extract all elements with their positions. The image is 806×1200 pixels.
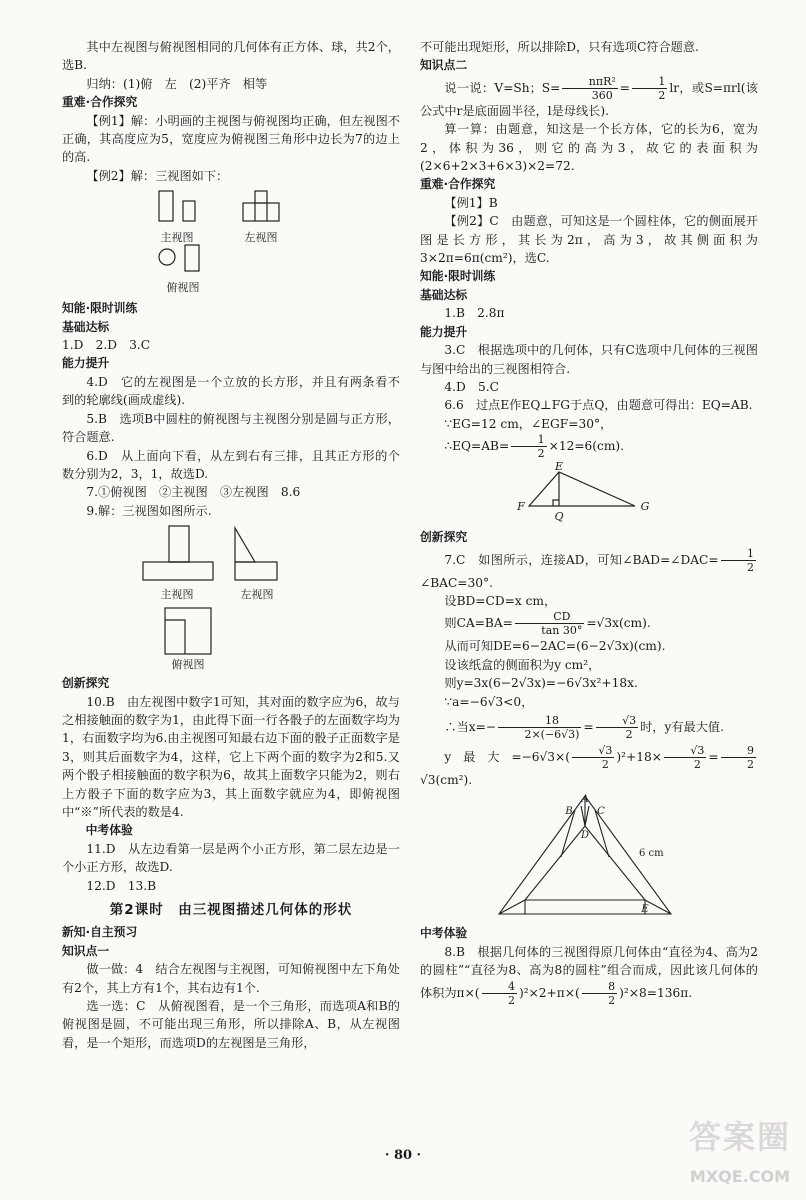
answer-11: 11.D 从左边看第一层是两个小正方形，第二层左边是一个小正方形，故选D. xyxy=(62,841,400,875)
calc-line: 从而可知DE=6−2AC=(6−2√3x)(cm). xyxy=(444,639,666,654)
numerator: √3 xyxy=(572,744,614,758)
answer-7 xyxy=(420,547,758,592)
front-view-rect-tall xyxy=(159,191,173,221)
example-1: 【例1】B xyxy=(444,195,498,210)
fraction xyxy=(632,75,667,102)
point-label: B xyxy=(565,806,573,818)
answer-1-2: 1.B 2.8π xyxy=(444,306,505,321)
denominator: 2 xyxy=(747,757,754,771)
text: )²×8=136π. xyxy=(619,985,693,1000)
fraction xyxy=(562,75,617,102)
point-label: D xyxy=(580,830,590,842)
text-line: 其中左视图与俯视图相同的几何体有正方体、球，共2个，选B. xyxy=(62,40,400,73)
denominator: 2 xyxy=(537,447,545,461)
fig1-label: 主视图 xyxy=(160,231,194,245)
numerator: 8 xyxy=(582,980,617,994)
calc-line: ∵a=−6√3<0， xyxy=(444,694,534,709)
watermark-url: MXQE.COM xyxy=(689,1167,791,1186)
top-view-circle xyxy=(159,249,175,265)
subsection-heading: 基础达标 xyxy=(420,287,468,302)
answer-3: 3.C 根据选项中的几何体，只有C选项中几何体的三视图与图中给出的三视图相符合. xyxy=(420,343,758,376)
front-view-rect-short xyxy=(183,201,195,221)
denominator: 2 xyxy=(747,560,754,574)
text: = xyxy=(619,80,630,95)
denominator: 2 xyxy=(625,727,633,741)
answer-10: 10.B 由左视图中数字1可知，其对面的数字应为6，故与之相接触面的数字为1，由此得下面一行各骰子的左面数字均为1，右面数字均为6.由主视图可知最右边下面的骰子正面数字是3，则其后面数字为4，这样，它上下两个面的数字为2和5.又两个骰子相接触面的数字积为6，故其上面数字只能为2，则右上方骰子下面的数字应为3，其上面数字就应为4，即俯视图中“※”所代表的数是4. xyxy=(62,694,400,819)
answer-8 xyxy=(420,943,758,1007)
subsection-heading: 中考体验 xyxy=(85,823,133,838)
text: ×12=6(cm). xyxy=(548,439,625,454)
paper-box-figure xyxy=(489,792,689,922)
section-heading: 知能·限时训练 xyxy=(62,301,138,316)
watermark-logo: 答案圈 xyxy=(688,1118,791,1156)
point-label: A xyxy=(581,794,589,806)
side-view-base xyxy=(243,203,279,221)
numerator: CD xyxy=(515,610,584,624)
subsection-heading: 创新探究 xyxy=(420,530,468,545)
section-heading: 重难·合作探究 xyxy=(420,177,496,192)
example-1: 【例1】解：小明画的主视图与俯视图均正确，但左视图不正确，其高度应为5，宽度应为俯视图三角形中边长为7的边上的高. xyxy=(62,113,400,165)
calc-line xyxy=(420,714,758,741)
point-label: G xyxy=(640,500,650,514)
fraction xyxy=(498,714,581,741)
text: 8.B 根据几何体的三视图得原几何体由“直径为4、高为2的圆柱”“直径为8、高为8的圆柱”组合而成，因此该几何体的体积为π×( xyxy=(420,944,758,1000)
top-view-square xyxy=(165,608,211,654)
section-heading: 重难·合作探究 xyxy=(62,95,138,110)
fraction xyxy=(721,547,756,574)
fraction xyxy=(721,744,756,771)
fraction xyxy=(596,714,638,741)
answer-4: 4.D 它的左视图是一个立放的长方形，并且有两条看不到的轮廓线(画成虚线). xyxy=(62,374,400,408)
numerator: 9 xyxy=(721,744,756,758)
denominator: 2×(−6√3) xyxy=(524,727,580,741)
example-2: 【例2】解：三视图如下： xyxy=(86,168,229,183)
denominator: 2 xyxy=(658,88,666,102)
answer-9: 9.解：三视图如图所示. xyxy=(86,503,212,518)
set-line: 设BD=CD=x cm， xyxy=(444,593,557,608)
fig2-label: 左视图 xyxy=(240,588,274,602)
calc-line xyxy=(420,610,758,637)
right-column xyxy=(420,38,758,1007)
text: )²+18× xyxy=(616,749,662,764)
side-view-top-square xyxy=(255,191,267,203)
fig1-label: 左视图 xyxy=(244,231,278,245)
subsection-heading: 基础达标 xyxy=(62,319,110,334)
numerator: 4 xyxy=(482,980,517,994)
answer-5: 5.B 选项B中圆柱的俯视图与主视图分别是圆与正方形，符合题意. xyxy=(62,411,400,445)
text: √3(cm²). xyxy=(420,772,473,787)
numerator: √3 xyxy=(664,744,706,758)
text: 时，y有最大值. xyxy=(640,719,724,734)
fraction xyxy=(582,980,617,1007)
point-label: F xyxy=(517,500,525,514)
calc-line: 则y=3x(6−2√3x)=−6√3x²+18x. xyxy=(444,676,638,691)
subsection-heading: 中考体验 xyxy=(420,926,468,941)
text: 则CA=BA= xyxy=(444,616,513,631)
text: y最大=−6√3×( xyxy=(444,749,570,764)
subsection-heading: 创新探究 xyxy=(62,676,110,691)
text: lr，或S=πrl(该公式中r是底面圆半径，l是母线长). xyxy=(420,80,758,118)
answer-6: 6.6 过点E作EQ⊥FG于点Q，由题意可得出：EQ=AB. xyxy=(444,398,753,413)
say-it xyxy=(420,75,758,120)
front-view-pillar xyxy=(169,526,189,562)
fig1-label: 俯视图 xyxy=(166,281,200,295)
point-label: E xyxy=(641,904,649,916)
denominator: 2 xyxy=(608,993,616,1007)
subsection-heading: 能力提升 xyxy=(62,356,110,371)
text: ∴EQ=AB= xyxy=(444,439,510,454)
numerator: nπR² xyxy=(562,75,617,89)
fraction xyxy=(482,980,517,1007)
fraction xyxy=(511,433,546,460)
side-view-triangle xyxy=(235,528,255,562)
text: ∴当x=− xyxy=(444,719,497,734)
top-view-rect xyxy=(185,245,199,271)
subsection-heading: 知识点一 xyxy=(62,943,110,958)
triangle-figure xyxy=(509,462,669,526)
front-view-base xyxy=(143,562,213,580)
text: )²×2+π×( xyxy=(518,985,580,1000)
answer-12-13: 12.D 13.B xyxy=(86,878,157,893)
left-column xyxy=(62,38,400,1052)
denominator: 2 xyxy=(693,757,701,771)
calc-line xyxy=(420,744,758,789)
page-number: · 80 · xyxy=(384,1148,422,1163)
subsection-heading: 能力提升 xyxy=(420,324,468,339)
numerator: 18 xyxy=(498,714,581,728)
text: = xyxy=(583,719,594,734)
point-label: E xyxy=(554,462,564,474)
numerator: 1 xyxy=(511,433,546,447)
answer-line: 1.D 2.D 3.C xyxy=(62,338,151,353)
text-line: 不可能出现矩形，所以排除D，只有选项C符合题意. xyxy=(420,40,699,54)
calc-it: 算一算：由题意，知这是一个长方体，它的长为6，宽为2，体积为36，则它的高为3，故它的表面积为(2×6+2×3+6×3)×2=72. xyxy=(420,122,758,174)
denominator: 360 xyxy=(591,88,613,102)
try-it: 做一做：4 结合左视图与主视图，可知俯视图中左下角处有2个，其上方有1个，其右边有1个. xyxy=(62,962,400,995)
fig2-label: 主视图 xyxy=(160,588,194,602)
denominator: 2 xyxy=(601,757,609,771)
denominator: 2 xyxy=(507,993,515,1007)
fraction xyxy=(515,610,584,637)
section-heading: 新知·自主预习 xyxy=(62,925,138,940)
fraction xyxy=(664,744,706,771)
side-view-base xyxy=(235,562,277,580)
point-label: C xyxy=(597,806,605,818)
summary-line: 归纳：(1)俯 左 (2)平齐 相等 xyxy=(86,76,268,91)
subsection-heading: 知识点二 xyxy=(420,58,468,73)
triangle-efg xyxy=(529,472,635,506)
three-view-figure-2 xyxy=(131,522,331,672)
text: = xyxy=(708,749,719,764)
numerator: 1 xyxy=(721,547,756,561)
point-label: Q xyxy=(554,510,564,524)
choose-it: 选一选：C 从俯视图看，是一个三角形，而选项A和B的俯视图是圆，不可能出现三角形，所以排除A、B，从左视图看，是一个矩形，而选项D的左视图是三角形， xyxy=(62,999,400,1050)
given-line: ∵EG=12 cm，∠EGF=30°， xyxy=(444,416,613,431)
top-view-inner-line xyxy=(165,620,185,654)
calc-line: 设该纸盒的侧面积为y cm²， xyxy=(444,657,601,672)
text: =√3x(cm). xyxy=(586,616,651,631)
numerator: √3 xyxy=(596,714,638,728)
example-2: 【例2】C 由题意，可知这是一个圆柱体，它的侧面展开图是长方形，其长为2π，高为3，故其侧面积为3×2π=6π(cm²)，选C. xyxy=(420,214,758,266)
result-line xyxy=(420,433,758,460)
length-label: 6 cm xyxy=(639,848,664,860)
section-heading: 知能·限时训练 xyxy=(420,269,496,284)
numerator: 1 xyxy=(632,75,667,89)
fraction xyxy=(572,744,614,771)
answer-6: 6.D 从上面向下看，从左到右有三排，且其正方形的个数分别为2，3，1，故选D. xyxy=(62,448,400,481)
fig2-label: 俯视图 xyxy=(171,658,205,672)
answer-7-8: 7.①俯视图 ②主视图 ③左视图 8.6 xyxy=(86,485,301,500)
text: ∠BAC=30°. xyxy=(420,575,493,590)
three-view-figure-1 xyxy=(131,187,331,297)
text: 7.C 如图所示，连接AD，可知∠BAD=∠DAC= xyxy=(444,552,719,567)
answer-4-5: 4.D 5.C xyxy=(444,379,499,394)
denominator: tan 30° xyxy=(541,624,583,638)
text: 说一说：V=Sh；S= xyxy=(444,80,561,95)
lesson-title: 第2课时 由三视图描述几何体的形状 xyxy=(109,902,353,918)
